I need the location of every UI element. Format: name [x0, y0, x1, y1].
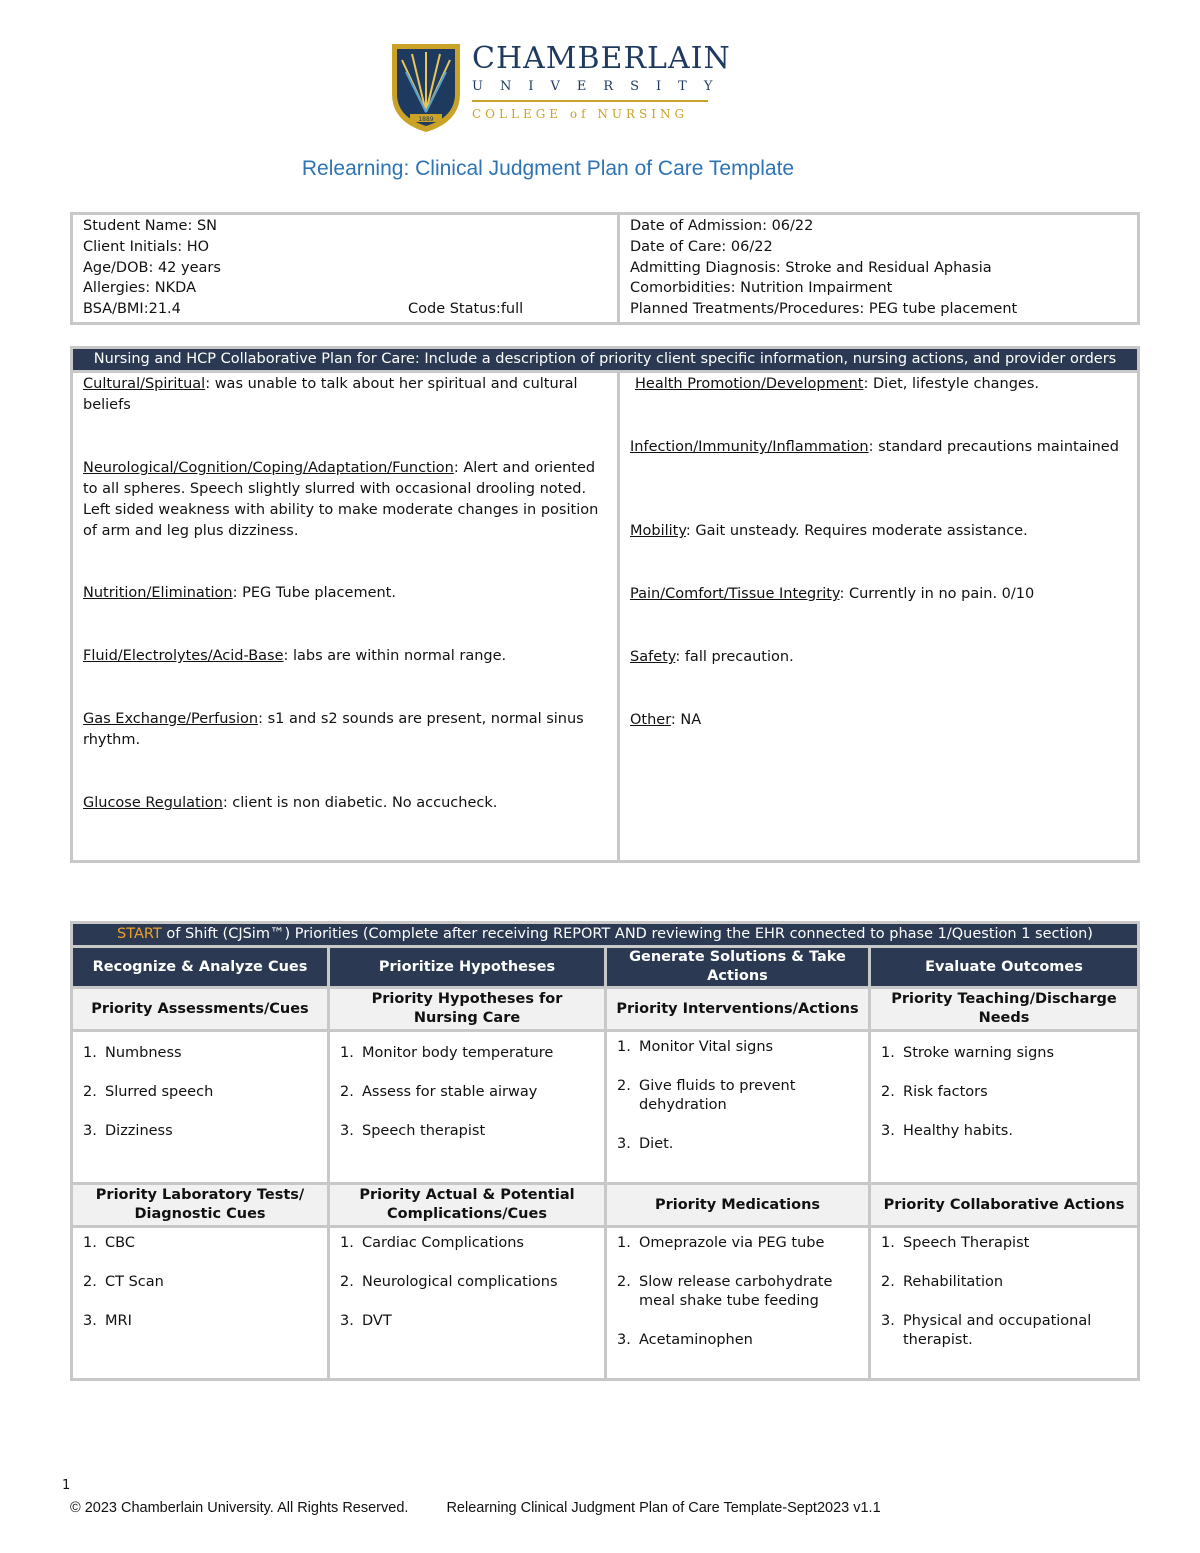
other: Other: NA [630, 712, 702, 728]
neurological: Neurological/Cognition/Coping/Adaptation/Function: Alert and oriented to all spheres. Speech slightly slurred with occasional drooling noted. Left sided weakness with ability to make moderate changes in position of arm and leg plus dizziness. [83, 460, 599, 539]
client-initials: Client Initials: HO [83, 238, 210, 255]
list-item: 2. Give fluids to prevent dehydration [617, 1078, 796, 1113]
list-lab-tests [72, 1227, 329, 1380]
fluid-electrolytes: Fluid/Electrolytes/Acid-Base: labs are within normal range. [83, 648, 507, 664]
planned-treatments: Planned Treatments/Procedures: PEG tube placement [630, 301, 1018, 318]
list-item: 3. Diet. [617, 1136, 674, 1152]
code-status: Code Status:full [408, 301, 524, 318]
list-teaching [870, 1031, 1139, 1184]
list-item: 1. Speech Therapist [881, 1235, 1030, 1251]
svg-text:1889: 1889 [418, 116, 434, 123]
list-item: 1. Omeprazole via PEG tube [617, 1235, 825, 1251]
list-collaborative [870, 1227, 1139, 1380]
list-item: 3. Physical and occupational therapist. [881, 1313, 1092, 1348]
list-item: 3. Acetaminophen [617, 1332, 753, 1348]
document-version: Relearning Clinical Judgment Plan of Care Template-Sept2023 v1.1 [446, 1500, 881, 1516]
student-name: Student Name: SN [83, 218, 218, 234]
col-recognize: Recognize & Analyze Cues [72, 947, 329, 988]
care-plan-left [72, 372, 619, 862]
date-of-care: Date of Care: 06/22 [630, 238, 773, 255]
logo-name: CHAMBERLAIN [472, 41, 731, 76]
gas-exchange: Gas Exchange/Perfusion: s1 and s2 sounds are present, normal sinus rhythm. [83, 711, 584, 748]
sub-hypotheses: Priority Hypotheses for Nursing Care [329, 988, 606, 1031]
sub-assessments: Priority Assessments/Cues [72, 988, 329, 1031]
list-item: 3. Dizziness [83, 1123, 173, 1139]
list-item: 1. Monitor Vital signs [617, 1039, 774, 1055]
list-item: 2. Assess for stable airway [340, 1084, 538, 1100]
care-plan-right [619, 372, 1139, 862]
list-interventions [606, 1031, 870, 1184]
age-dob: Age/DOB: 42 years [83, 259, 221, 276]
list-complications [329, 1227, 606, 1380]
page-number: 1 [62, 1478, 71, 1493]
health-promotion: Health Promotion/Development: Diet, lifestyle changes. [635, 376, 1040, 392]
list-item: 1. Stroke warning signs [881, 1045, 1055, 1061]
col-generate: Generate Solutions & Take Actions [606, 947, 870, 988]
client-info-right [619, 214, 1139, 324]
infection-immunity: Infection/Immunity/Inflammation: standard precautions maintained [630, 439, 1119, 455]
list-item: 1. Numbness [83, 1045, 182, 1061]
sub-collaborative: Priority Collaborative Actions [870, 1184, 1139, 1227]
mobility: Mobility: Gait unsteady. Requires moderate assistance. [630, 523, 1028, 539]
list-item: 2. Rehabilitation [881, 1274, 1004, 1290]
footer [70, 1500, 881, 1516]
list-medications [606, 1227, 870, 1380]
safety: Safety: fall precaution. [630, 649, 794, 665]
list-item: 2. Slurred speech [83, 1084, 214, 1100]
sub-medications: Priority Medications [606, 1184, 870, 1227]
col-prioritize: Prioritize Hypotheses [329, 947, 606, 988]
client-info-left [72, 214, 619, 324]
cultural-spiritual: Cultural/Spiritual: was unable to talk about her spiritual and cultural beliefs [83, 376, 578, 413]
list-item: 1. Monitor body temperature [340, 1045, 554, 1061]
admitting-diagnosis: Admitting Diagnosis: Stroke and Residual Aphasia [630, 259, 992, 276]
list-item: 1. CBC [83, 1235, 135, 1251]
col-evaluate: Evaluate Outcomes [870, 947, 1139, 988]
shield-icon [390, 42, 462, 134]
list-item: 1. Cardiac Complications [340, 1235, 524, 1251]
nutrition-elimination: Nutrition/Elimination: PEG Tube placement. [83, 585, 396, 601]
care-plan-table [70, 346, 1140, 863]
copyright: © 2023 Chamberlain University. All Rights Reserved. [70, 1500, 409, 1516]
list-item: 3. Healthy habits. [881, 1123, 1013, 1139]
list-assessments [72, 1031, 329, 1184]
list-item: 3. MRI [83, 1313, 132, 1329]
priorities-table [70, 921, 1140, 1381]
pain-comfort: Pain/Comfort/Tissue Integrity: Currently in no pain. 0/10 [630, 586, 1035, 602]
list-item: 3. DVT [340, 1313, 392, 1329]
priorities-header: START of Shift (CJSim™) Priorities (Complete after receiving REPORT AND reviewing the EHR connected to phase 1/Question 1 section) [72, 923, 1139, 947]
logo-university: UNIVERSITY [472, 79, 730, 94]
logo-college: COLLEGE of NURSING [472, 107, 689, 121]
sub-complications: Priority Actual & Potential Complications/Cues [329, 1184, 606, 1227]
list-item: 3. Speech therapist [340, 1123, 486, 1139]
date-of-admission: Date of Admission: 06/22 [630, 218, 814, 234]
glucose-regulation: Glucose Regulation: client is non diabetic. No accucheck. [83, 795, 498, 811]
list-hypotheses [329, 1031, 606, 1184]
sub-teaching: Priority Teaching/Discharge Needs [870, 988, 1139, 1031]
list-item: 2. Slow release carbohydrate meal shake tube feeding [617, 1274, 833, 1309]
care-plan-header: Nursing and HCP Collaborative Plan for Care: Include a description of priority client specific information, nursing actions, and provider orders [72, 348, 1139, 372]
bsa-bmi: BSA/BMI:21.4 [83, 301, 181, 318]
allergies: Allergies: NKDA [83, 280, 196, 297]
list-item: 2. Neurological complications [340, 1274, 558, 1290]
sub-interventions: Priority Interventions/Actions [606, 988, 870, 1031]
comorbidities: Comorbidities: Nutrition Impairment [630, 280, 893, 297]
list-item: 2. CT Scan [83, 1274, 164, 1290]
page-title: Relearning: Clinical Judgment Plan of Care Template [301, 157, 795, 180]
client-info-table [70, 212, 1140, 325]
sub-lab-tests: Priority Laboratory Tests/ Diagnostic Cues [72, 1184, 329, 1227]
chamberlain-logo [390, 41, 731, 137]
list-item: 2. Risk factors [881, 1084, 988, 1100]
